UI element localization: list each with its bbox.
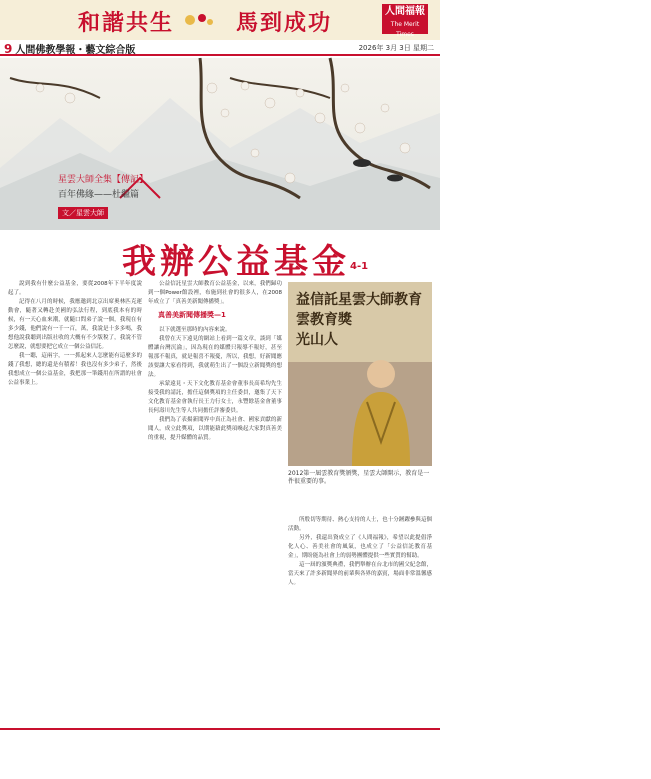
section-name: 人間佛教學報・藝文綜合版 xyxy=(15,45,136,56)
slogan-right: 馬到成功 xyxy=(236,10,333,36)
paragraph: 這一屆的頒獎典禮，我們舉辦在台北市的國父紀念館，當天來了許多新聞界的前輩與各界的嘉賓，場面非常溫馨感人。 xyxy=(288,562,432,586)
slogan-left: 和諧共生 xyxy=(78,10,175,36)
column-byline xyxy=(58,172,258,219)
article-column-1 xyxy=(8,280,142,720)
paragraph: 以下就選至那時的內容來說。 xyxy=(159,327,231,333)
writer-tag: 文／星雲大師 xyxy=(58,207,108,219)
paragraph: 我一聽，這兩字，一一抓起來人怎麼能有這麼多的錢了我想，總的還是有積蓄！我也沒有多少弟子，然後我想成立一個公益基金，我把那一筆錢用在所謂的社會公益事業上。 xyxy=(8,353,142,386)
photo-credit: 攝／佛光山提供 xyxy=(646,731,651,779)
top-banner xyxy=(0,0,440,40)
paragraph: 我們為了表揚新聞界中真正為社會、國家貢獻的新聞人，成立此獎項，以期能藉此獎項喚起大家對真善美的重視，提升媒體的品質。 xyxy=(148,417,282,441)
article-column-3 xyxy=(288,516,432,720)
article-column-2 xyxy=(148,326,282,720)
issue-date: 2026年 3月 3日 星期二 xyxy=(358,44,434,52)
photo-banner-text: 光山人 xyxy=(296,332,338,348)
article-subhead: 真善美新聞傳播獎—1 xyxy=(158,311,226,319)
paragraph: 承蒙遠見・天下文化教育基金會董事長高希均先生接受我的請託，擔任這個獎項的主任委員，邀集了天下文化教育基金會執行長王力行女士，永豐餘基金會董事長何壽川先生等人共同擔任評審委員。 xyxy=(148,381,282,414)
photo-banner-text: 益信託星雲大師教育 xyxy=(296,292,422,308)
section-title xyxy=(4,41,135,56)
paragraph: 公益信託星雲大師教育公益基金，以來，我們歸功到一個Power館設裡，布施到社會的很多人，在2008年成立了「真善美新聞傳播獎」。 xyxy=(148,281,282,305)
section-number: 9 xyxy=(4,42,13,56)
article-column-2-intro xyxy=(148,280,282,306)
masthead-logo xyxy=(382,4,428,38)
paragraph: 我曾在天下遠見的網站上看到一篇文章，談到「媒體讓台灣沉淪」，因為現在的媒體只報導不報好，甚至報那不報真，就是報喜不報憂，所以，我想，好新聞應該要讓大家看得到，我就萌生出了一個設立新聞獎的想法。 xyxy=(148,336,282,378)
photo-banner-text: 雲教育獎 xyxy=(296,312,352,328)
monk-figure-image xyxy=(342,352,420,466)
article-title: 我辦公益基金 xyxy=(122,242,350,282)
paragraph: 另外，我還出資成立了《人間福報》，希望以此提倡淨化人心、善美社會的風氣，也成立了「公益信託教育基金」，期盼能為社會上的弱勢團體提供一些實質的幫助。 xyxy=(288,535,432,559)
column-subtitle: 百年佛緣——杜繼篇 xyxy=(58,190,140,200)
column-label: 星雲大師全集【傳記】 xyxy=(58,175,149,185)
article-part: 4-1 xyxy=(350,261,369,272)
paragraph: 說到我有什麼公益基金，要從2008年下半年度說起了。 xyxy=(8,281,142,296)
flower-icon xyxy=(180,10,218,30)
paragraph: 所殷切等期待、熱心支持的人士，也十分踴躍參與這個活動。 xyxy=(288,517,432,532)
photo-caption: 2012第一屆雲教育獎頒獎，星雲大師開示，教育是一件很重要的事。 xyxy=(288,470,430,485)
bottom-rule xyxy=(0,728,440,730)
masthead-subtitle: The Merit Times xyxy=(390,21,420,38)
masthead-title: 人間福報 xyxy=(385,6,425,17)
paragraph: 記得在八月的時候，我應邀到北京出席奧林匹克運動會，隨著又轉赴美國的弘法行程，到底我本有的時候，有一天心血來潮，就隨口問弟子說一個，我現在有多少錢，他們說有一千一百，萬，我說是十多多嗎，我想他說我聽到出版社收的大概有不少版稅了，我說不管怎麼說，就想要把它成立一個公益信託。 xyxy=(8,299,142,350)
section-bar xyxy=(0,40,440,56)
